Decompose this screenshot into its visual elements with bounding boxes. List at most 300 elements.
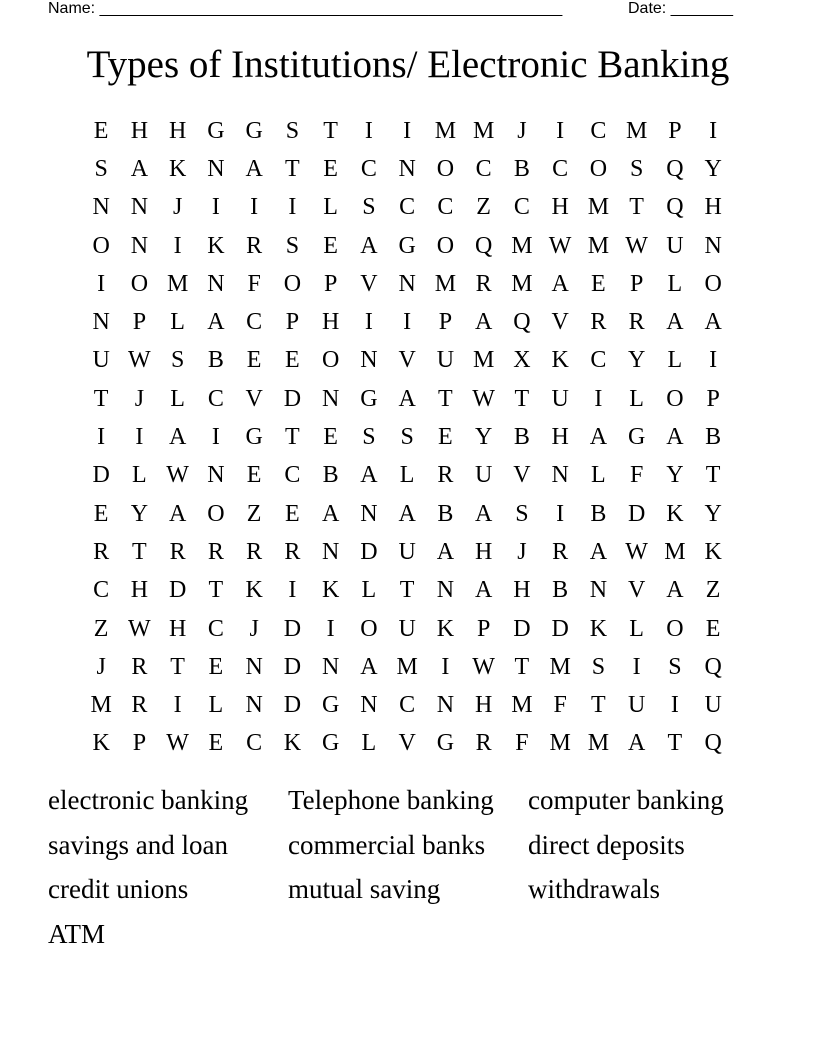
grid-letter[interactable]: M bbox=[511, 692, 533, 719]
grid-letter[interactable]: V bbox=[551, 309, 569, 336]
grid-letter[interactable]: S bbox=[515, 500, 529, 527]
grid-letter[interactable]: N bbox=[360, 692, 378, 719]
grid-letter[interactable]: F bbox=[247, 270, 261, 297]
grid-letter[interactable]: T bbox=[93, 385, 109, 412]
grid-letter[interactable]: D bbox=[283, 692, 302, 719]
word-bank-item: mutual saving bbox=[288, 874, 441, 904]
grid-letter[interactable]: X bbox=[513, 347, 531, 374]
grid-letter[interactable]: F bbox=[553, 692, 567, 719]
grid-letter[interactable]: I bbox=[97, 424, 106, 451]
grid-letter[interactable]: M bbox=[587, 194, 610, 221]
name-field[interactable]: Name: ____________________________________________________ bbox=[48, 0, 563, 17]
grid-letter[interactable]: M bbox=[166, 270, 189, 297]
grid-letter[interactable]: H bbox=[130, 117, 149, 144]
grid-letter[interactable]: V bbox=[627, 577, 646, 604]
grid-letter[interactable]: L bbox=[323, 194, 338, 221]
grid-letter[interactable]: Y bbox=[704, 500, 722, 527]
grid-letter[interactable]: N bbox=[321, 653, 340, 680]
grid-letter[interactable]: O bbox=[436, 155, 455, 182]
grid-letter[interactable]: S bbox=[629, 155, 644, 182]
grid-letter[interactable]: I bbox=[97, 270, 106, 297]
grid-letter[interactable]: K bbox=[704, 538, 722, 565]
grid-letter[interactable]: J bbox=[517, 538, 527, 565]
grid-letter[interactable]: P bbox=[285, 309, 300, 336]
grid-letter[interactable]: R bbox=[246, 232, 263, 259]
grid-letter[interactable]: N bbox=[207, 462, 225, 489]
grid-letter[interactable]: K bbox=[207, 232, 225, 259]
grid-letter[interactable]: I bbox=[288, 194, 297, 221]
grid-letter[interactable]: H bbox=[168, 117, 187, 144]
grid-letter[interactable]: M bbox=[625, 117, 648, 144]
grid-letter[interactable]: S bbox=[668, 653, 682, 680]
grid-letter[interactable]: H bbox=[474, 692, 493, 719]
grid-letter[interactable]: S bbox=[285, 232, 300, 259]
grid-letter[interactable]: K bbox=[589, 615, 608, 642]
grid-letter[interactable]: S bbox=[362, 424, 376, 451]
grid-letter[interactable]: B bbox=[590, 500, 607, 527]
grid-letter[interactable]: D bbox=[360, 538, 378, 565]
grid-letter[interactable]: C bbox=[552, 155, 569, 182]
grid-letter[interactable]: O bbox=[130, 270, 149, 297]
grid-letter[interactable]: M bbox=[549, 653, 571, 680]
grid-letter[interactable]: U bbox=[398, 538, 416, 565]
grid-letter[interactable]: N bbox=[207, 155, 225, 182]
grid-letter[interactable]: I bbox=[326, 615, 335, 642]
grid-letter[interactable]: N bbox=[321, 385, 340, 412]
grid-letter[interactable]: P bbox=[323, 270, 338, 297]
grid-letter[interactable]: T bbox=[285, 424, 300, 451]
grid-letter[interactable]: A bbox=[168, 500, 187, 527]
grid-letter[interactable]: E bbox=[285, 500, 300, 527]
grid-letter[interactable]: B bbox=[437, 500, 454, 527]
grid-letter[interactable]: W bbox=[472, 385, 495, 412]
grid-letter[interactable]: R bbox=[552, 538, 569, 565]
grid-letter[interactable]: E bbox=[323, 232, 338, 259]
grid-letter[interactable]: L bbox=[361, 577, 377, 604]
grid-letter[interactable]: P bbox=[629, 270, 644, 297]
grid-letter[interactable]: A bbox=[398, 500, 416, 527]
grid-letter[interactable]: L bbox=[170, 385, 185, 412]
grid-letter[interactable]: E bbox=[93, 117, 109, 144]
grid-letter[interactable]: U bbox=[666, 232, 684, 259]
grid-letter[interactable]: L bbox=[361, 730, 377, 757]
grid-letter[interactable]: G bbox=[436, 730, 455, 757]
grid-letter[interactable]: G bbox=[627, 424, 646, 451]
grid-letter[interactable]: A bbox=[589, 538, 608, 565]
grid-letter[interactable]: D bbox=[283, 385, 302, 412]
grid-letter[interactable]: W bbox=[548, 232, 572, 259]
grid-letter[interactable]: N bbox=[704, 232, 722, 259]
grid-letter[interactable]: G bbox=[360, 385, 378, 412]
grid-letter[interactable]: E bbox=[591, 270, 606, 297]
grid-letter[interactable]: N bbox=[92, 194, 110, 221]
grid-letter[interactable]: W bbox=[166, 462, 189, 489]
grid-letter[interactable]: M bbox=[587, 730, 610, 757]
grid-letter[interactable]: T bbox=[399, 577, 415, 604]
grid-letter[interactable]: H bbox=[168, 615, 187, 642]
grid-letter[interactable]: K bbox=[168, 155, 187, 182]
grid-letter[interactable]: C bbox=[399, 194, 416, 221]
grid-letter[interactable]: P bbox=[706, 385, 720, 412]
grid-letter[interactable]: V bbox=[398, 730, 416, 757]
grid-letter[interactable]: M bbox=[511, 270, 533, 297]
grid-letter[interactable]: I bbox=[288, 577, 297, 604]
grid-letter[interactable]: H bbox=[321, 309, 340, 336]
grid-letter[interactable]: A bbox=[360, 653, 378, 680]
grid-letter[interactable]: K bbox=[321, 577, 340, 604]
grid-letter[interactable]: H bbox=[474, 538, 493, 565]
grid-letter[interactable]: M bbox=[434, 117, 457, 144]
grid-letter[interactable]: F bbox=[629, 462, 644, 489]
grid-letter[interactable]: K bbox=[283, 730, 302, 757]
grid-letter[interactable]: T bbox=[323, 117, 338, 144]
grid-letter[interactable]: T bbox=[170, 653, 185, 680]
grid-letter[interactable]: B bbox=[552, 577, 569, 604]
grid-letter[interactable]: I bbox=[211, 194, 220, 221]
grid-letter[interactable]: A bbox=[627, 730, 646, 757]
grid-letter[interactable]: N bbox=[398, 155, 416, 182]
grid-letter[interactable]: P bbox=[476, 615, 491, 642]
grid-letter[interactable]: N bbox=[360, 500, 378, 527]
grid-letter[interactable]: I bbox=[632, 653, 641, 680]
grid-letter[interactable]: L bbox=[208, 692, 224, 719]
grid-letter[interactable]: V bbox=[398, 347, 416, 374]
grid-letter[interactable]: A bbox=[474, 577, 493, 604]
grid-letter[interactable]: N bbox=[130, 232, 149, 259]
grid-letter[interactable]: V bbox=[360, 270, 378, 297]
grid-letter[interactable]: E bbox=[208, 730, 224, 757]
grid-letter[interactable]: K bbox=[245, 577, 263, 604]
grid-letter[interactable]: C bbox=[246, 730, 263, 757]
grid-letter[interactable]: L bbox=[667, 347, 683, 374]
grid-letter[interactable]: I bbox=[211, 424, 220, 451]
grid-letter[interactable]: H bbox=[704, 194, 722, 221]
grid-letter[interactable]: C bbox=[590, 347, 607, 374]
grid-letter[interactable]: R bbox=[475, 270, 492, 297]
grid-letter[interactable]: O bbox=[207, 500, 225, 527]
grid-letter[interactable]: G bbox=[207, 117, 225, 144]
grid-letter[interactable]: L bbox=[399, 462, 415, 489]
grid-letter[interactable]: A bbox=[551, 270, 569, 297]
grid-letter[interactable]: P bbox=[132, 309, 147, 336]
grid-letter[interactable]: B bbox=[705, 424, 722, 451]
grid-letter[interactable]: A bbox=[474, 309, 493, 336]
grid-letter[interactable]: C bbox=[93, 577, 110, 604]
grid-letter[interactable]: S bbox=[285, 117, 300, 144]
grid-letter[interactable]: Q bbox=[704, 730, 722, 757]
grid-letter[interactable]: G bbox=[321, 730, 340, 757]
grid-letter[interactable]: C bbox=[590, 117, 607, 144]
grid-letter[interactable]: I bbox=[173, 232, 182, 259]
grid-letter[interactable]: N bbox=[360, 347, 378, 374]
grid-letter[interactable]: A bbox=[245, 155, 263, 182]
grid-letter[interactable]: T bbox=[629, 194, 644, 221]
grid-letter[interactable]: C bbox=[284, 462, 301, 489]
grid-letter[interactable]: T bbox=[667, 730, 683, 757]
grid-letter[interactable]: I bbox=[135, 424, 144, 451]
grid-letter[interactable]: Z bbox=[246, 500, 262, 527]
grid-letter[interactable]: O bbox=[666, 385, 684, 412]
grid-letter[interactable]: Z bbox=[705, 577, 721, 604]
grid-letter[interactable]: J bbox=[249, 615, 259, 642]
grid-letter[interactable]: N bbox=[436, 577, 455, 604]
grid-letter[interactable]: E bbox=[246, 462, 262, 489]
date-field[interactable]: Date: _______ bbox=[628, 0, 733, 17]
grid-letter[interactable]: D bbox=[283, 615, 302, 642]
grid-letter[interactable]: M bbox=[472, 117, 495, 144]
grid-letter[interactable]: N bbox=[92, 309, 110, 336]
grid-letter[interactable]: Y bbox=[474, 424, 493, 451]
grid-letter[interactable]: R bbox=[475, 730, 492, 757]
grid-letter[interactable]: E bbox=[438, 424, 453, 451]
grid-letter[interactable]: N bbox=[589, 577, 608, 604]
grid-letter[interactable]: I bbox=[556, 117, 565, 144]
grid-letter[interactable]: A bbox=[168, 424, 187, 451]
grid-letter[interactable]: G bbox=[321, 692, 340, 719]
grid-letter[interactable]: I bbox=[250, 194, 259, 221]
grid-letter[interactable]: Q bbox=[704, 653, 722, 680]
grid-letter[interactable]: O bbox=[92, 232, 110, 259]
grid-letter[interactable]: Q bbox=[474, 232, 493, 259]
grid-letter[interactable]: M bbox=[90, 692, 112, 719]
grid-letter[interactable]: N bbox=[321, 538, 340, 565]
grid-letter[interactable]: D bbox=[627, 500, 646, 527]
word-bank-item: savings and loan bbox=[48, 829, 228, 860]
grid-letter[interactable]: M bbox=[511, 232, 533, 259]
grid-letter[interactable]: A bbox=[360, 462, 378, 489]
grid-letter[interactable]: N bbox=[436, 692, 455, 719]
grid-letter[interactable]: R bbox=[169, 538, 186, 565]
grid-letter[interactable]: R bbox=[628, 309, 645, 336]
grid-letter[interactable]: S bbox=[170, 347, 185, 374]
grid-letter[interactable]: Q bbox=[666, 155, 684, 182]
grid-letter[interactable]: C bbox=[207, 615, 224, 642]
grid-letter[interactable]: S bbox=[362, 194, 376, 221]
grid-letter[interactable]: O bbox=[321, 347, 340, 374]
grid-letter[interactable]: N bbox=[551, 462, 569, 489]
grid-letter[interactable]: G bbox=[245, 117, 263, 144]
grid-letter[interactable]: T bbox=[438, 385, 453, 412]
grid-letter[interactable]: V bbox=[245, 385, 263, 412]
grid-letter[interactable]: E bbox=[285, 347, 300, 374]
grid-letter[interactable]: J bbox=[96, 653, 106, 680]
grid-letter[interactable]: I bbox=[364, 117, 373, 144]
grid-letter[interactable]: J bbox=[172, 194, 183, 221]
grid-letter[interactable]: Q bbox=[666, 194, 684, 221]
grid-letter[interactable]: U bbox=[551, 385, 569, 412]
grid-letter[interactable]: O bbox=[704, 270, 722, 297]
grid-letter[interactable]: A bbox=[589, 424, 608, 451]
grid-letter[interactable]: W bbox=[472, 653, 495, 680]
grid-letter[interactable]: I bbox=[709, 347, 718, 374]
grid-letter[interactable]: N bbox=[245, 692, 263, 719]
grid-letter[interactable]: I bbox=[594, 385, 603, 412]
grid-letter[interactable]: R bbox=[207, 538, 224, 565]
grid-letter[interactable]: E bbox=[246, 347, 262, 374]
grid-letter[interactable]: R bbox=[131, 653, 148, 680]
grid-letter[interactable]: B bbox=[513, 155, 530, 182]
grid-letter[interactable]: A bbox=[666, 577, 684, 604]
grid-letter[interactable]: M bbox=[434, 270, 457, 297]
grid-letter[interactable]: I bbox=[670, 692, 679, 719]
grid-letter[interactable]: F bbox=[515, 730, 529, 757]
grid-letter[interactable]: N bbox=[245, 653, 263, 680]
grid-letter[interactable]: W bbox=[128, 615, 151, 642]
grid-letter[interactable]: L bbox=[629, 385, 644, 412]
word-bank bbox=[48, 778, 768, 956]
grid-letter[interactable]: I bbox=[403, 309, 412, 336]
grid-letter[interactable]: P bbox=[132, 730, 147, 757]
grid-letter[interactable]: Y bbox=[627, 347, 646, 374]
grid-letter[interactable]: A bbox=[207, 309, 225, 336]
grid-letter[interactable]: H bbox=[130, 577, 149, 604]
grid-letter[interactable]: O bbox=[360, 615, 378, 642]
grid-letter[interactable]: H bbox=[513, 577, 531, 604]
grid-letter[interactable]: O bbox=[666, 615, 684, 642]
grid-letter[interactable]: W bbox=[166, 730, 189, 757]
grid-letter[interactable]: Y bbox=[130, 500, 149, 527]
grid-letter[interactable]: R bbox=[131, 692, 148, 719]
grid-letter[interactable]: L bbox=[667, 270, 683, 297]
grid-letter[interactable]: L bbox=[170, 309, 185, 336]
grid-letter[interactable]: I bbox=[364, 309, 373, 336]
grid-letter[interactable]: K bbox=[551, 347, 569, 374]
grid-letter[interactable]: U bbox=[474, 462, 493, 489]
grid-letter[interactable]: A bbox=[474, 500, 493, 527]
grid-letter[interactable]: D bbox=[551, 615, 569, 642]
grid-letter[interactable]: N bbox=[398, 270, 416, 297]
grid-letter[interactable]: E bbox=[323, 424, 338, 451]
grid-letter[interactable]: O bbox=[589, 155, 608, 182]
grid-letter[interactable]: D bbox=[283, 653, 302, 680]
grid-letter[interactable]: K bbox=[666, 500, 684, 527]
grid-letter[interactable]: Y bbox=[666, 462, 684, 489]
grid-letter[interactable]: V bbox=[513, 462, 531, 489]
grid-letter[interactable]: N bbox=[207, 270, 225, 297]
grid-letter[interactable]: B bbox=[207, 347, 224, 374]
grid-letter[interactable]: D bbox=[92, 462, 110, 489]
grid-letter[interactable]: D bbox=[168, 577, 187, 604]
grid-letter[interactable]: C bbox=[513, 194, 530, 221]
grid-letter[interactable]: M bbox=[472, 347, 495, 374]
grid-letter[interactable]: E bbox=[208, 653, 224, 680]
grid-letter[interactable]: K bbox=[436, 615, 455, 642]
grid-letter[interactable]: U bbox=[436, 347, 455, 374]
grid-letter[interactable]: U bbox=[704, 692, 722, 719]
grid-letter[interactable]: R bbox=[93, 538, 110, 565]
grid-letter[interactable]: C bbox=[207, 385, 224, 412]
page-title: Types of Institutions/ Electronic Banking bbox=[86, 43, 730, 86]
grid-letter[interactable]: T bbox=[285, 155, 300, 182]
grid-letter[interactable]: M bbox=[549, 730, 571, 757]
grid-letter[interactable]: I bbox=[173, 692, 182, 719]
grid-letter[interactable]: L bbox=[132, 462, 147, 489]
grid-letter[interactable]: U bbox=[627, 692, 646, 719]
grid-letter[interactable]: Z bbox=[476, 194, 491, 221]
grid-letter[interactable]: T bbox=[132, 538, 147, 565]
grid-letter[interactable]: R bbox=[246, 538, 263, 565]
grid-letter[interactable]: J bbox=[134, 385, 145, 412]
grid-letter[interactable]: I bbox=[709, 117, 718, 144]
grid-letter[interactable]: O bbox=[436, 232, 455, 259]
grid-letter[interactable]: E bbox=[705, 615, 721, 642]
grid-letter[interactable]: Y bbox=[704, 155, 722, 182]
grid-letter[interactable]: S bbox=[94, 155, 108, 182]
grid-letter[interactable]: G bbox=[245, 424, 263, 451]
grid-letter[interactable]: C bbox=[360, 155, 377, 182]
grid-letter[interactable]: M bbox=[587, 232, 610, 259]
grid-letter[interactable]: A bbox=[360, 232, 378, 259]
grid-letter[interactable]: G bbox=[398, 232, 416, 259]
grid-letter[interactable]: D bbox=[513, 615, 531, 642]
grid-letter[interactable]: C bbox=[437, 194, 454, 221]
grid-letter[interactable]: J bbox=[517, 117, 527, 144]
grid-letter[interactable]: M bbox=[664, 538, 686, 565]
word-bank-item: credit unions bbox=[48, 874, 189, 904]
grid-letter[interactable]: R bbox=[437, 462, 454, 489]
grid-letter[interactable]: R bbox=[284, 538, 301, 565]
grid-letter[interactable]: A bbox=[321, 500, 340, 527]
grid-letter[interactable]: A bbox=[130, 155, 149, 182]
grid-letter[interactable]: U bbox=[92, 347, 110, 374]
grid-letter[interactable]: A bbox=[436, 538, 455, 565]
grid-letter[interactable]: E bbox=[93, 500, 109, 527]
grid-letter[interactable]: W bbox=[128, 347, 151, 374]
grid-letter[interactable]: P bbox=[668, 117, 682, 144]
grid-letter[interactable]: S bbox=[400, 424, 414, 451]
grid-letter[interactable]: T bbox=[705, 462, 721, 489]
grid-letter[interactable]: K bbox=[92, 730, 110, 757]
grid-letter[interactable]: W bbox=[625, 232, 648, 259]
word-bank-item: computer banking bbox=[528, 785, 724, 815]
word-bank-item: direct deposits bbox=[528, 829, 685, 860]
word-search-grid bbox=[82, 112, 732, 763]
grid-letter[interactable]: U bbox=[398, 615, 416, 642]
grid-letter[interactable]: O bbox=[283, 270, 302, 297]
grid-letter[interactable]: N bbox=[130, 194, 149, 221]
grid-letter[interactable]: Q bbox=[513, 309, 531, 336]
word-bank-item: electronic banking bbox=[48, 785, 249, 815]
grid-letter[interactable]: T bbox=[591, 692, 606, 719]
grid-letter[interactable]: T bbox=[208, 577, 224, 604]
grid-letter[interactable]: L bbox=[591, 462, 606, 489]
grid-letter[interactable]: T bbox=[514, 385, 530, 412]
grid-letter[interactable]: B bbox=[322, 462, 339, 489]
grid-letter[interactable]: B bbox=[513, 424, 530, 451]
grid-letter[interactable]: T bbox=[514, 653, 530, 680]
grid-letter[interactable]: M bbox=[396, 653, 418, 680]
grid-letter[interactable]: I bbox=[403, 117, 412, 144]
grid-letter[interactable]: I bbox=[441, 653, 450, 680]
grid-letter[interactable]: R bbox=[590, 309, 607, 336]
grid-letter[interactable]: H bbox=[551, 194, 569, 221]
grid-letter[interactable]: I bbox=[556, 500, 565, 527]
grid-letter[interactable]: E bbox=[323, 155, 338, 182]
grid-letter[interactable]: C bbox=[475, 155, 492, 182]
grid-letter[interactable]: C bbox=[246, 309, 263, 336]
grid-letter[interactable]: P bbox=[438, 309, 453, 336]
grid-letter[interactable]: A bbox=[666, 309, 684, 336]
grid-letter[interactable]: Z bbox=[93, 615, 109, 642]
grid-letter[interactable]: A bbox=[704, 309, 722, 336]
grid-letter[interactable]: A bbox=[666, 424, 684, 451]
grid-letter[interactable]: H bbox=[551, 424, 569, 451]
grid-letter[interactable]: S bbox=[591, 653, 606, 680]
grid-letter[interactable]: C bbox=[399, 692, 416, 719]
grid-letter[interactable]: L bbox=[629, 615, 644, 642]
grid-letter[interactable]: W bbox=[625, 538, 648, 565]
grid-letter[interactable]: A bbox=[398, 385, 416, 412]
